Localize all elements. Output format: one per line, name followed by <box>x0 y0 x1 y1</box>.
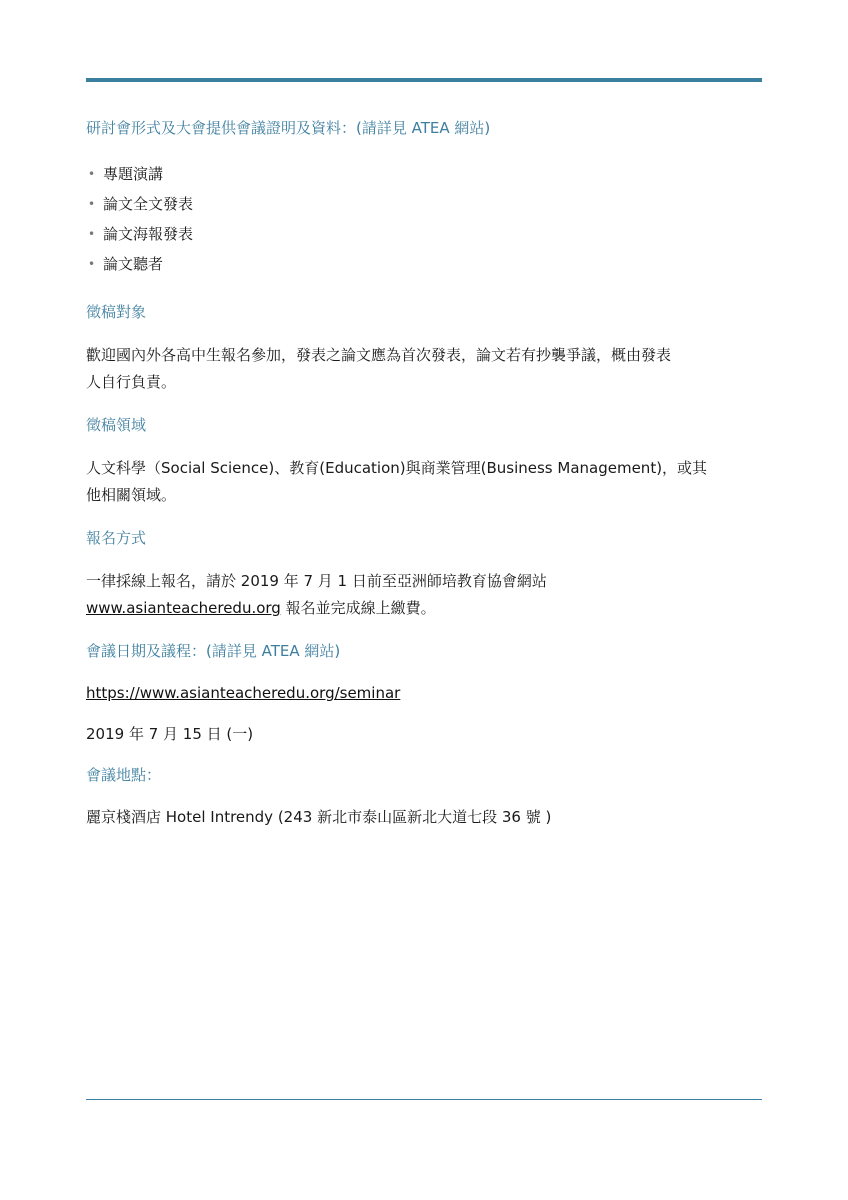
target-line-2: 人自行負責。 <box>86 373 177 391</box>
registration-paragraph <box>86 568 766 622</box>
fields-heading: 徵稿領域 <box>86 416 147 434</box>
registration-line-1: 一律採線上報名，請於 2019 年 7 月 1 日前至亞洲師培教育協會網站 <box>86 572 547 590</box>
fields-line-1: 人文科學（Social Science)、教育(Education)與商業管理(Business Management)，或其 <box>86 459 708 477</box>
bullet-icon: • <box>88 167 96 181</box>
list-item-label: 論文聽者 <box>103 255 164 273</box>
format-heading: 研討會形式及大會提供會議證明及資料：(請詳見 ATEA 網站) <box>86 119 491 137</box>
footer-rule <box>86 1099 762 1100</box>
list-item-label: 論文全文發表 <box>103 195 194 213</box>
schedule-heading: 會議日期及議程：(請詳見 ATEA 網站) <box>86 642 341 660</box>
target-paragraph <box>86 342 766 396</box>
website-link[interactable]: www.asianteacheredu.org <box>86 599 281 617</box>
document-body <box>86 117 766 831</box>
list-item-label: 論文海報發表 <box>103 225 194 243</box>
bullet-icon: • <box>88 257 96 271</box>
list-item <box>86 249 766 279</box>
registration-heading: 報名方式 <box>86 529 147 547</box>
target-heading: 徵稿對象 <box>86 303 147 321</box>
bullet-icon: • <box>88 197 96 211</box>
list-item <box>86 159 766 189</box>
conference-date: 2019 年 7 月 15 日 (一) <box>86 725 254 743</box>
fields-line-2: 他相關領域。 <box>86 486 177 504</box>
venue-heading: 會議地點： <box>86 766 162 784</box>
header-rule <box>86 78 762 82</box>
list-item-label: 專題演講 <box>103 165 164 183</box>
format-list <box>86 159 766 279</box>
bullet-icon: • <box>88 227 96 241</box>
seminar-link[interactable]: https://www.asianteacheredu.org/seminar <box>86 684 401 702</box>
list-item <box>86 189 766 219</box>
fields-paragraph <box>86 455 766 509</box>
schedule-link-line <box>86 680 766 707</box>
registration-line-2: 報名並完成線上繳費。 <box>280 599 436 617</box>
target-line-1: 歡迎國內外各高中生報名參加，發表之論文應為首次發表，論文若有抄襲爭議，概由發表 <box>86 346 672 364</box>
list-item <box>86 219 766 249</box>
venue-address: 麗京棧酒店 Hotel Intrendy (243 新北市泰山區新北大道七段 36 號 ) <box>86 808 552 826</box>
